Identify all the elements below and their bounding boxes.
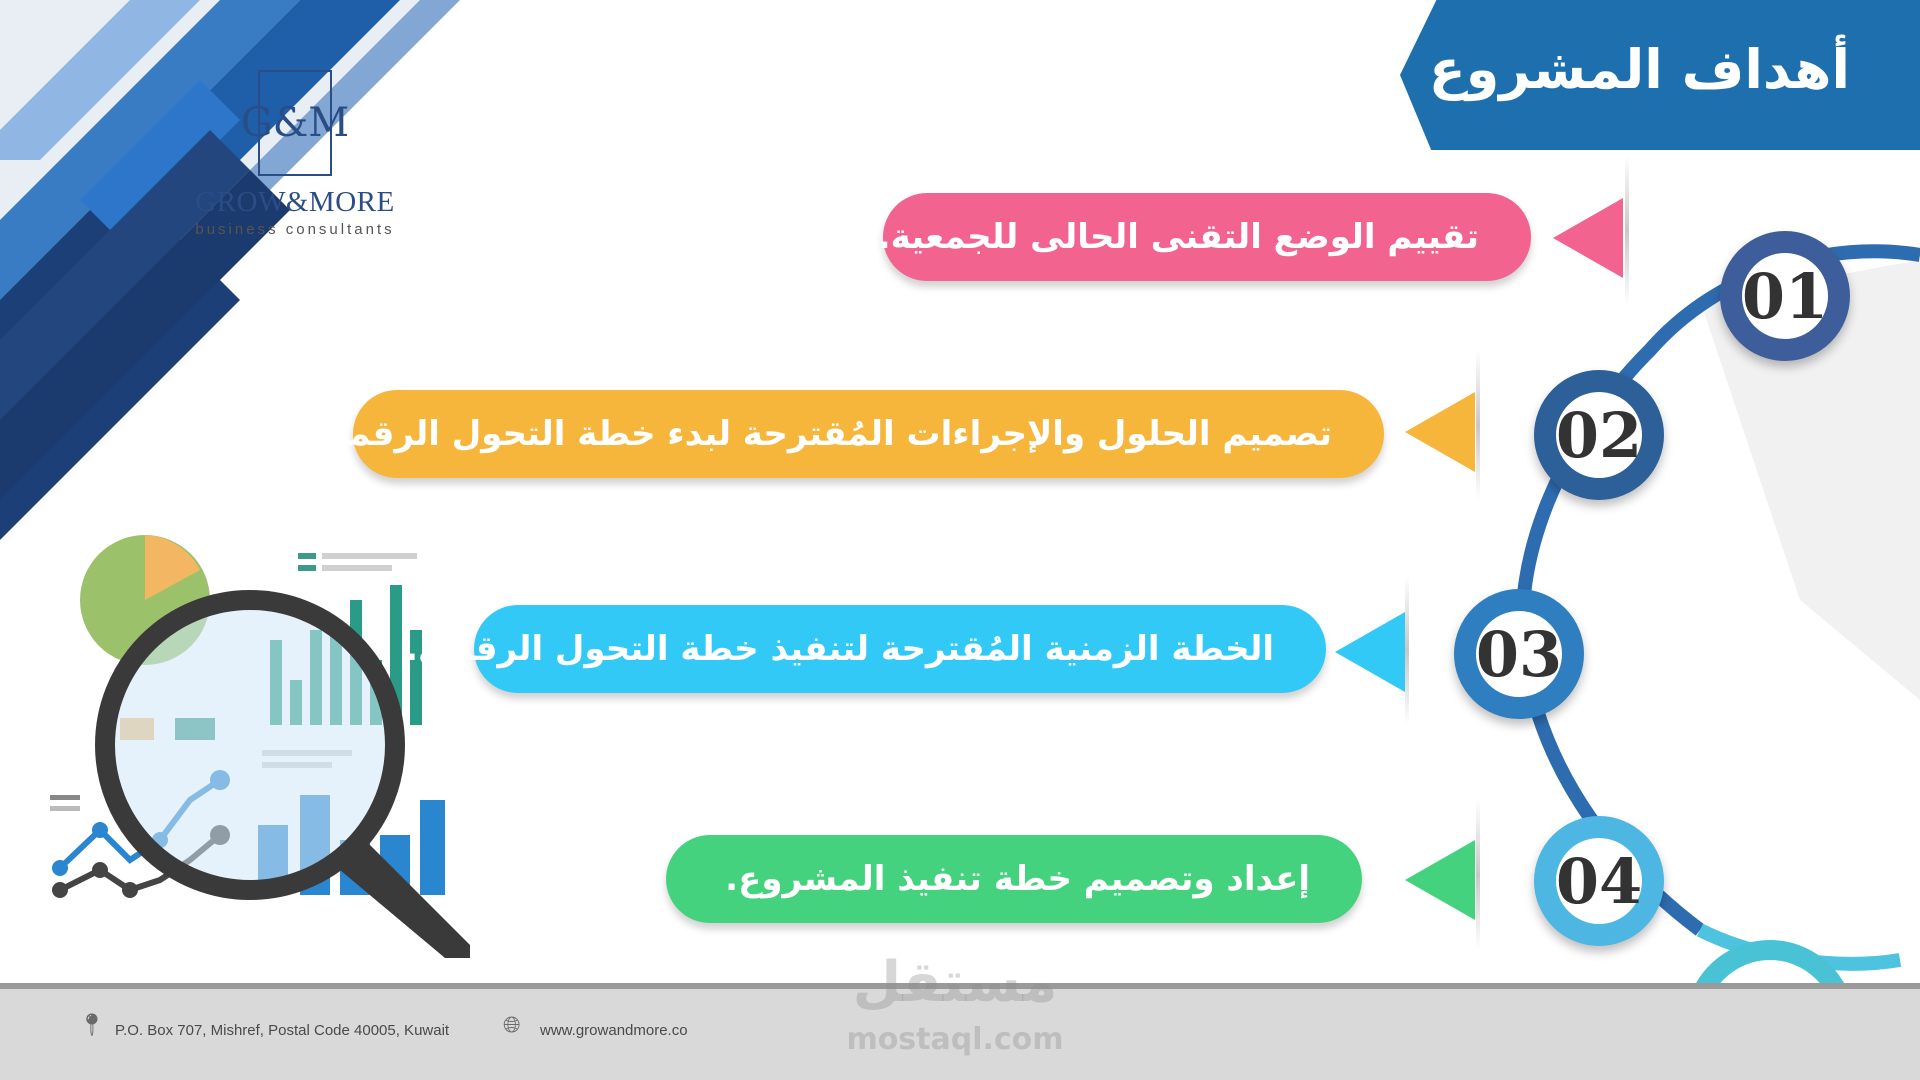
company-logo <box>180 70 410 238</box>
footer-website[interactable]: www.growandmore.co <box>540 1022 688 1039</box>
objective-2-number: 02 <box>1534 370 1664 500</box>
objective-3 <box>405 605 1326 693</box>
objective-2 <box>301 390 1384 478</box>
location-pin-icon: 📍︎ <box>78 1013 106 1038</box>
separator-line-4 <box>1476 800 1480 950</box>
objective-1-number: 01 <box>1720 231 1850 361</box>
objective-2-pointer <box>1405 392 1475 472</box>
objective-1 <box>877 193 1531 281</box>
objective-1-text: تقييم الوضع التقنى الحالى للجمعية. <box>877 217 1479 257</box>
objective-3-pointer <box>1335 612 1405 692</box>
logo-mark: G&M <box>258 70 332 176</box>
objective-4 <box>666 835 1362 923</box>
objective-3-text: الخطة الزمنية المُقترحة لتنفيذ خطة التحول الرقمي. <box>405 629 1274 669</box>
objective-2-text: تصميم الحلول والإجراءات المُقترحة لبدء خطة التحول الرقمي. <box>301 414 1332 454</box>
separator-line-3 <box>1405 575 1409 725</box>
separator-line-2 <box>1476 350 1480 500</box>
watermark-arabic: مستقل <box>852 950 1058 1015</box>
page-title: أهداف المشروع <box>1428 38 1850 101</box>
footer-address: P.O. Box 707, Mishref, Postal Code 40005, Kuwait <box>115 1022 450 1039</box>
objective-4-number: 04 <box>1534 816 1664 946</box>
separator-line-1 <box>1625 155 1629 305</box>
watermark-latin: mostaql.com <box>846 1022 1064 1057</box>
analytics-illustration <box>50 535 470 958</box>
objective-1-pointer <box>1553 198 1623 278</box>
globe-icon: 🌐︎ <box>503 1013 521 1038</box>
logo-name: GROW&MORE <box>195 186 395 218</box>
objective-4-pointer <box>1405 840 1475 920</box>
objective-4-text: إعداد وتصميم خطة تنفيذ المشروع. <box>725 859 1310 899</box>
objective-3-number: 03 <box>1454 589 1584 719</box>
logo-tagline: business consultants <box>195 221 395 238</box>
